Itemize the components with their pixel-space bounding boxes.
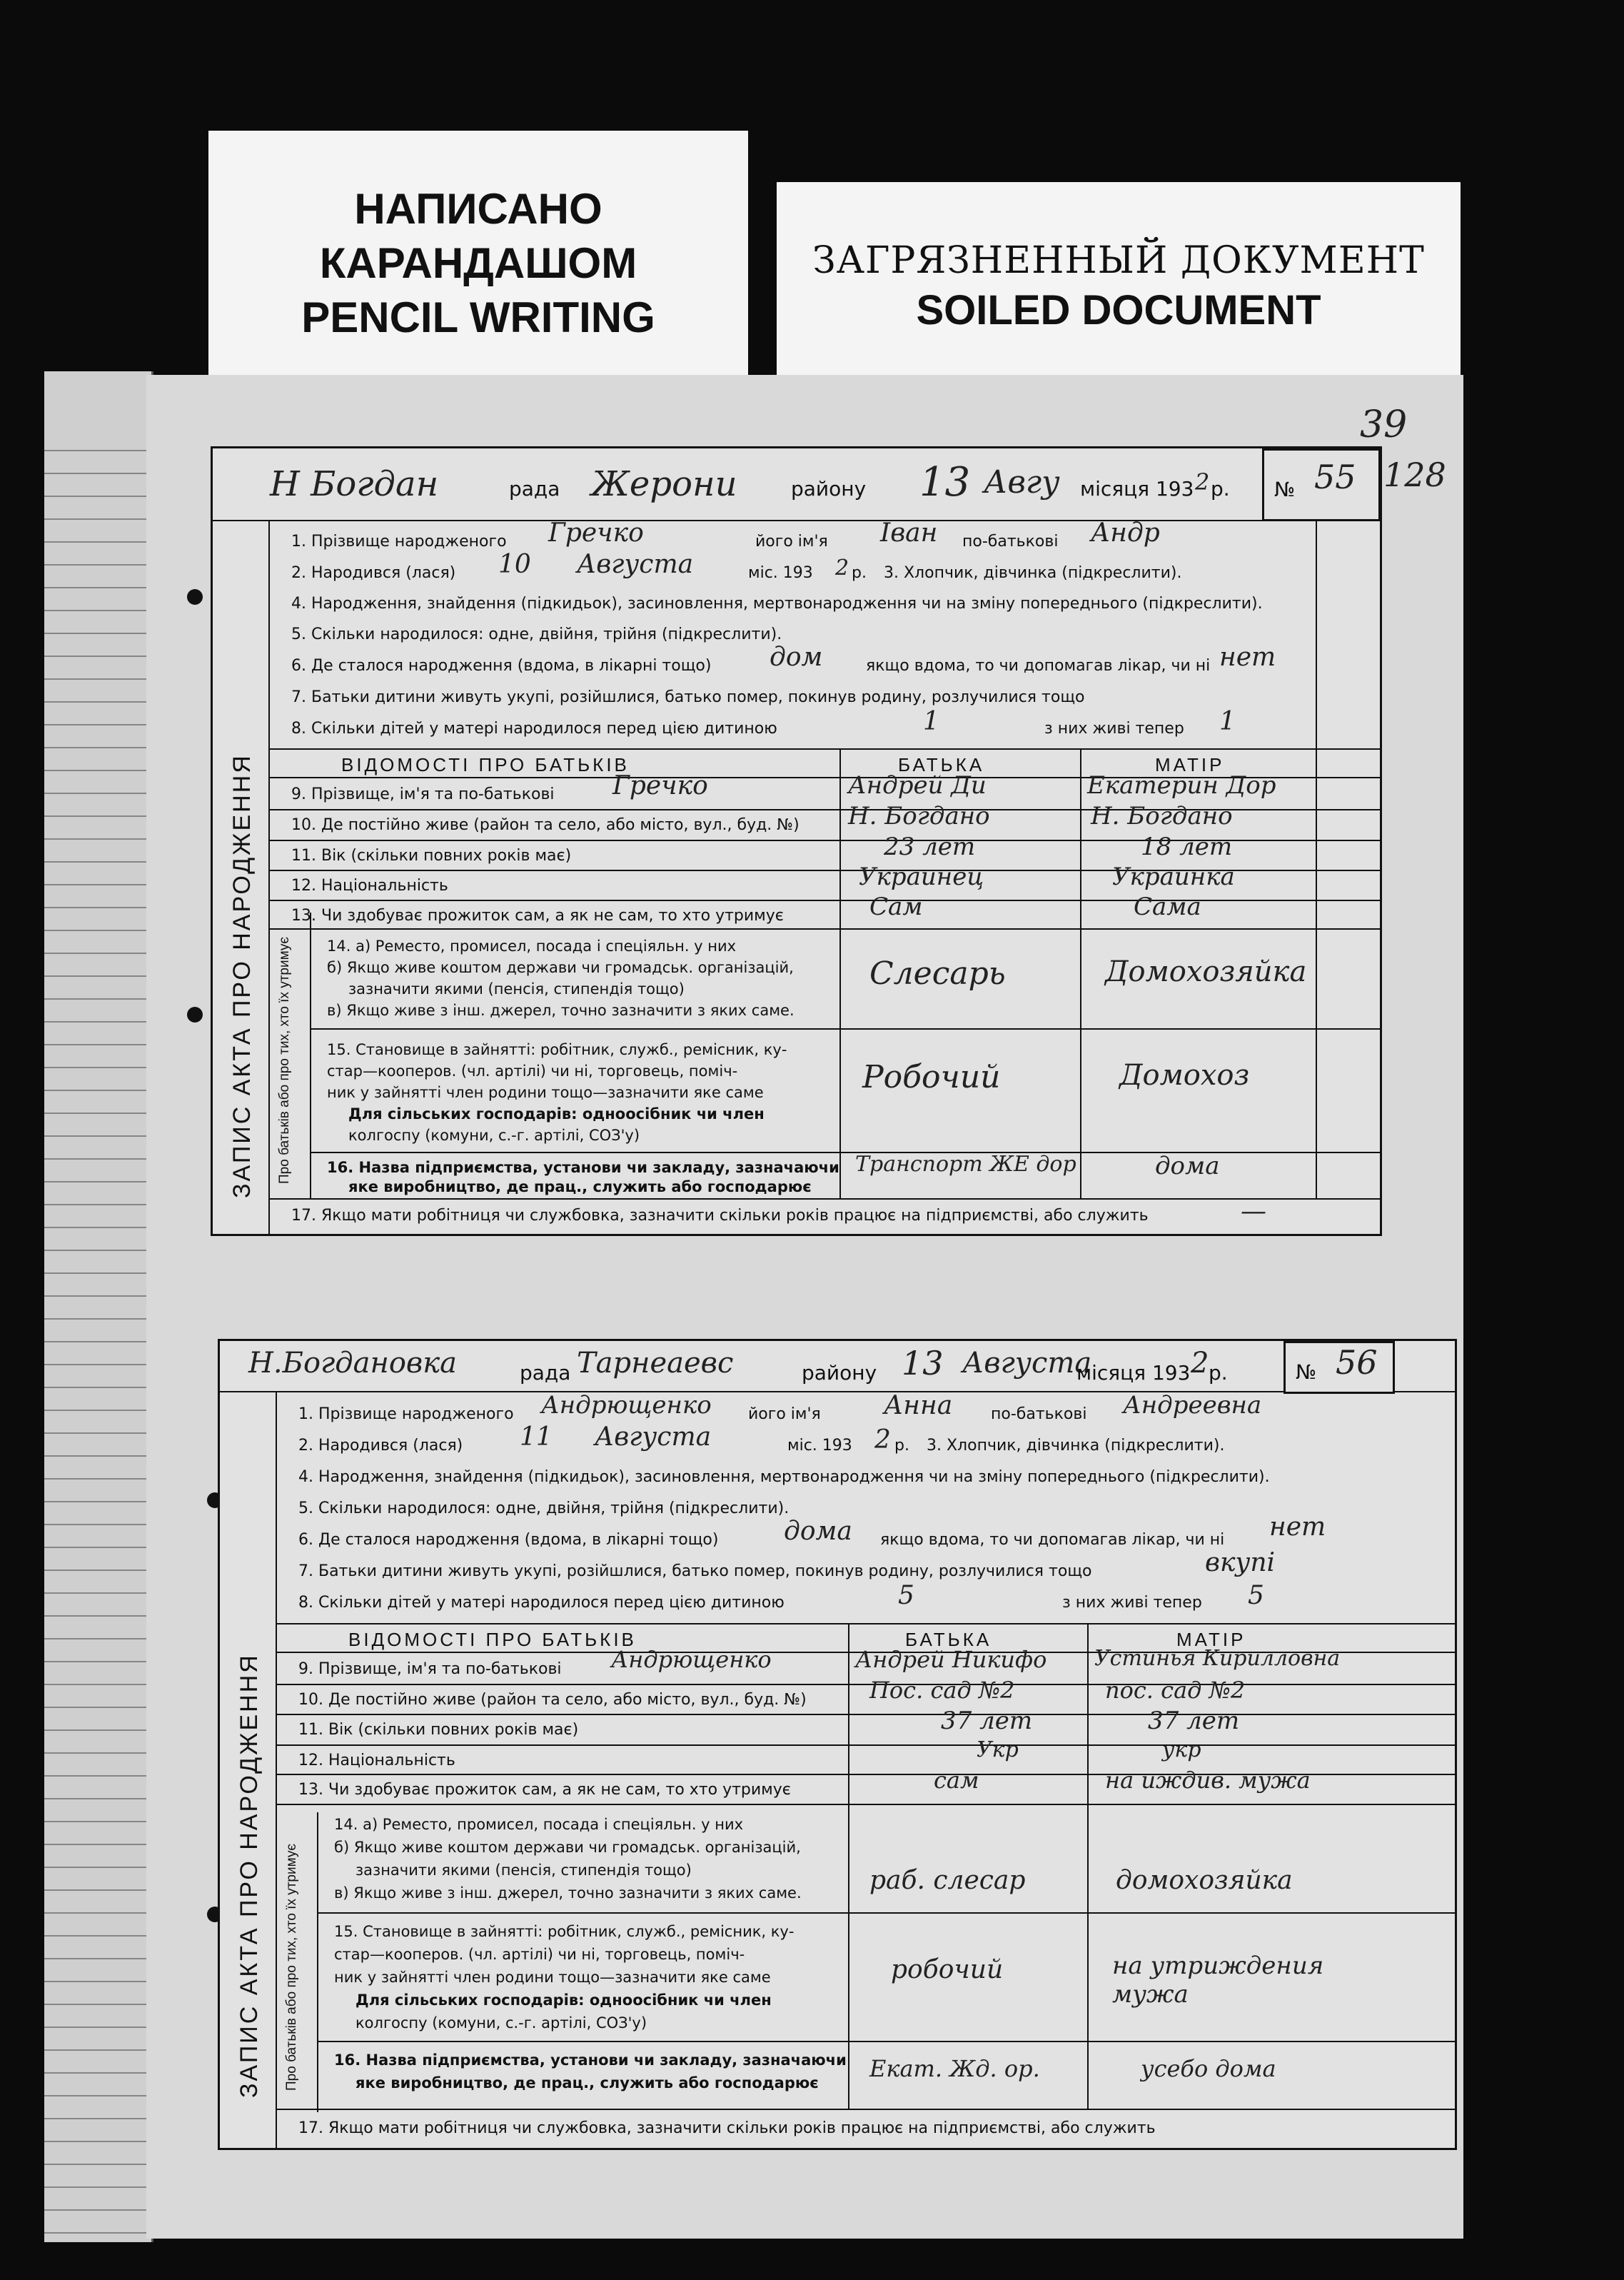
mother-header: МАТІР: [1176, 1629, 1246, 1650]
field-17: 17. Якщо мати робітниця чи службовка, зазначити скільки років працює на підприємстві, або служить: [298, 2119, 1156, 2137]
hw-doctor: нет: [1219, 643, 1276, 672]
field-5: 5. Скільки народилося: одне, двійня, трійня (підкреслити).: [298, 1500, 790, 1517]
hw-together: вкупі: [1205, 1548, 1276, 1577]
side-subtitle: [268, 913, 311, 1198]
field-14a: 14. а) Реместо, промисел, посада і спеціяльн. у них: [334, 1816, 744, 1833]
adjacent-sheet: [44, 371, 153, 2242]
side-title-text: ЗАПИС АКТА ПРО НАРОДЖЕННЯ: [228, 753, 256, 1198]
hw-parents-surname: Андрющенко: [611, 1646, 772, 1673]
hw-number: 55: [1314, 458, 1356, 496]
field-16b: яке виробництво, де прац., служить або господарює: [348, 1178, 812, 1195]
field-7: 7. Батьки дитини живуть укупі, розійшлися, батько помер, покинув родину, розлучилися тощо: [298, 1562, 1092, 1580]
label-line: КАРАНДАШОМ: [319, 239, 637, 287]
hw-year: 2: [1191, 1347, 1209, 1380]
parents-header: ВІДОМОСТІ ПРО БАТЬКІВ: [348, 1629, 637, 1650]
hw-doctor: нет: [1269, 1512, 1326, 1542]
field-15c: ник у зайнятті член родини тощо—зазначити яке саме: [334, 1969, 771, 1986]
hw-mother-age: 37 лет: [1148, 1707, 1240, 1735]
field-16a: 16. Назва підприємства, установи чи закладу, зазначаючи: [327, 1159, 839, 1176]
hw-prev-children: 1: [923, 707, 939, 736]
field-1c: по-батькові: [962, 533, 1059, 551]
year-suffix: р.: [1209, 1361, 1228, 1385]
field-11: 11. Вік (скільки повних років має): [298, 1721, 579, 1739]
field-5: 5. Скільки народилося: одне, двійня, трійня (підкреслити).: [291, 626, 782, 643]
hw-father-name: Андрей Ди: [848, 771, 987, 800]
field-6b: якщо вдома, то чи допомагав лікар, чи ні: [866, 657, 1211, 675]
father-header: БАТЬКА: [898, 754, 985, 775]
hw-rada: Н Богдан: [270, 464, 439, 504]
side-subtitle-text: Про батьків або про тих, хто їх утримує: [284, 1843, 299, 2091]
field-12: 12. Національність: [291, 877, 448, 895]
field-10: 10. Де постійно живе (район та село, або місто, вул., буд. №): [298, 1691, 807, 1709]
soiled-document-label: [777, 182, 1461, 391]
hw-father-address: Пос. сад №2: [869, 1677, 1015, 1704]
hw-mother-support: на иждив. мужа: [1105, 1767, 1311, 1794]
punch-hole: [187, 589, 203, 605]
pencil-writing-label: [208, 131, 748, 386]
page-number: 39: [1360, 403, 1408, 446]
field-3: 3. Хлопчик, дівчинка (підкреслити).: [884, 564, 1182, 582]
field-6: 6. Де сталося народження (вдома, в лікарні тощо): [298, 1531, 719, 1549]
side-subtitle-text: Про батьків або про тих, хто їх утримує: [277, 936, 292, 1184]
hw-mother-address: пос. сад №2: [1105, 1677, 1246, 1704]
month-label: місяця 193: [1080, 477, 1194, 501]
field-1: 1. Прізвище народженого: [291, 533, 507, 551]
field-14b2: зазначити якими (пенсія, стипендія тощо): [348, 980, 685, 998]
rada-label: рада: [520, 1361, 571, 1385]
record-number-box: [1262, 448, 1381, 521]
hw-place: дом: [770, 643, 823, 672]
field-15d: Для сільських господарів: одноосібник чи член: [355, 1992, 772, 2009]
hw-name: Анна: [884, 1391, 953, 1420]
hw-born-month: Августа: [595, 1422, 712, 1452]
side-title: [213, 520, 270, 1234]
hw-father-nationality: Укр: [977, 1737, 1019, 1762]
field-15d: Для сільських господарів: одноосібник чи член: [348, 1105, 765, 1123]
label-line: ЗАГРЯЗНЕННЫЙ ДОКУМЕНТ: [812, 239, 1425, 282]
field-15b: стар—кооперов. (чл. артілі) чи ні, торговець, поміч-: [334, 1946, 745, 1963]
field-14c: в) Якщо живе з інш. джерел, точно зазначити з яких саме.: [327, 1002, 795, 1019]
punch-hole: [187, 1007, 203, 1023]
hw-day: 13: [902, 1344, 944, 1382]
hw-father-trade: Слесарь: [869, 955, 1006, 992]
hw-father-support: Сам: [869, 893, 923, 921]
hw-father-employer: Транспорт ЖЕ дор: [855, 1152, 1076, 1177]
field-9: 9. Прізвище, ім'я та по-батькові: [298, 1660, 562, 1678]
label-line: SOILED DOCUMENT: [916, 287, 1321, 333]
hw-mother-employer: усебо дома: [1141, 2055, 1276, 2082]
side-subtitle: [276, 1812, 318, 2112]
hw-raion: Жерони: [591, 464, 737, 504]
parents-header: ВІДОМОСТІ ПРО БАТЬКІВ: [341, 754, 630, 775]
field-6: 6. Де сталося народження (вдома, в лікарні тощо): [291, 657, 712, 675]
birth-record-form-1: [211, 446, 1446, 1236]
field-4: 4. Народження, знайдення (підкидьок), засиновлення, мертвонародження чи на зміну попереднього (підкреслити).: [291, 595, 1263, 613]
field-2b: міс. 193: [787, 1437, 852, 1455]
hw-mother-support: Сама: [1134, 893, 1201, 921]
field-2b: міс. 193: [748, 564, 813, 582]
hw-raion: Тарнеаевс: [577, 1347, 734, 1380]
field-15c: ник у зайнятті член родини тощо—зазначити яке саме: [327, 1084, 764, 1101]
field-8b: з них живі тепер: [1062, 1594, 1202, 1612]
hw-mother-status: Домохоз: [1119, 1059, 1250, 1092]
field-17: 17. Якщо мати робітниця чи службовка, зазначити скільки років працює на підприємстві, або служить: [291, 1207, 1149, 1225]
hw-patronymic: Андреевна: [1123, 1391, 1262, 1420]
field-15a: 15. Становище в зайнятті: робітник, служб., ремісник, ку-: [327, 1041, 787, 1058]
field-14b2: зазначити якими (пенсія, стипендія тощо): [355, 1862, 692, 1879]
record-number-box: [1283, 1341, 1395, 1394]
hw-born-year: 2: [874, 1425, 891, 1455]
hw-father-status: робочий: [891, 1955, 1004, 1984]
field-11: 11. Вік (скільки повних років має): [291, 847, 572, 865]
field-13: 13. Чи здобуває прожиток сам, а як не сам, то хто утримує: [298, 1781, 791, 1799]
hw-mother-name: Екатерин Дор: [1087, 771, 1276, 800]
hw-born-month: Августа: [577, 550, 694, 579]
hw-patronymic: Андр: [1091, 518, 1160, 548]
hw-mother-age: 18 лет: [1141, 833, 1233, 861]
hw-mother-name: Устинья Кирилловна: [1094, 1646, 1341, 1671]
mother-header: МАТІР: [1155, 754, 1225, 775]
field-14b: б) Якщо живе коштом держави чи громадськ. організацій,: [327, 959, 794, 976]
field-14a: 14. а) Реместо, промисел, посада і спеціяльн. у них: [327, 938, 737, 955]
hw-father-nationality: Украинец: [859, 863, 984, 891]
hw-parents-surname: Гречко: [612, 771, 708, 800]
hw-born-day: 10: [498, 550, 531, 579]
raion-label: району: [802, 1361, 877, 1385]
hw-mother-trade: Домохозяйка: [1105, 955, 1307, 988]
hw-father-address: Н. Богдано: [848, 802, 990, 830]
month-label: місяця 193: [1076, 1361, 1191, 1385]
label-line: PENCIL WRITING: [301, 293, 655, 341]
field-12: 12. Національність: [298, 1752, 455, 1769]
field-9: 9. Прізвище, ім'я та по-батькові: [291, 785, 555, 803]
hw-father-employer: Екат. Жд. ор.: [869, 2055, 1040, 2082]
father-header: БАТЬКА: [905, 1629, 992, 1650]
field-15e: колгоспу (комуни, с.-г. артілі, СОЗ'у): [348, 1127, 640, 1144]
field-15b: стар—кооперов. (чл. артілі) чи ні, торговець, поміч-: [327, 1063, 738, 1080]
field-1b: його ім'я: [755, 533, 828, 551]
hw-alive: 5: [1248, 1581, 1264, 1610]
field-7: 7. Батьки дитини живуть укупі, розійшлися, батько помер, покинув родину, розлучилися тощо: [291, 688, 1085, 706]
field-15e: колгоспу (комуни, с.-г. артілі, СОЗ'у): [355, 2014, 647, 2032]
hw-father-support: сам: [934, 1767, 979, 1794]
hw-surname: Андрющенко: [541, 1391, 712, 1420]
hw-father-age: 37 лет: [941, 1707, 1033, 1735]
field-14b: б) Якщо живе коштом держави чи громадськ. організацій,: [334, 1839, 801, 1856]
hw-place: дома: [784, 1517, 852, 1546]
field-2: 2. Народився (лася): [298, 1437, 463, 1455]
hw-mother-nationality: укр: [1162, 1737, 1201, 1762]
hw-day: 13: [919, 459, 971, 506]
hw-prev-children: 5: [898, 1581, 914, 1610]
hw-mother-nationality: Украинка: [1112, 863, 1235, 891]
hw-father-name: Андрей Никифо: [855, 1646, 1047, 1673]
hw-surname: Гречко: [548, 518, 644, 548]
field-16b: яке виробництво, де прац., служить або господарює: [355, 2074, 819, 2091]
field-15a: 15. Становище в зайнятті: робітник, служб., ремісник, ку-: [334, 1923, 795, 1940]
hw-rada: Н.Богдановка: [248, 1347, 457, 1380]
field-10: 10. Де постійно живе (район та село, або місто, вул., буд. №): [291, 816, 800, 834]
hw-father-status: Робочий: [862, 1059, 1001, 1095]
field-13: 13. Чи здобуває прожиток сам, а як не сам, то хто утримує: [291, 907, 784, 925]
field-2: 2. Народився (лася): [291, 564, 456, 582]
hw-alive: 1: [1219, 707, 1236, 736]
hw-field-17: —: [1241, 1197, 1266, 1226]
hw-mother-address: Н. Богдано: [1091, 802, 1233, 830]
field-16a: 16. Назва підприємства, установи чи закладу, зазначаючи: [334, 2052, 847, 2069]
field-8: 8. Скільки дітей у матері народилося перед цією дитиною: [298, 1594, 785, 1612]
field-1c: по-батькові: [991, 1405, 1087, 1423]
field-2c: р.: [852, 564, 867, 582]
hw-mother-trade: домохозяйка: [1116, 1866, 1293, 1895]
hw-father-age: 23 лет: [884, 833, 976, 861]
field-4: 4. Народження, знайдення (підкидьок), засиновлення, мертвонародження чи на зміну попереднього (підкреслити).: [298, 1468, 1270, 1486]
hw-number-2: 128: [1383, 456, 1446, 494]
hw-mother-employer: дома: [1155, 1152, 1220, 1180]
hw-born-year: 2: [835, 556, 849, 581]
field-3: 3. Хлопчик, дівчинка (підкреслити).: [927, 1437, 1225, 1455]
hw-father-trade: раб. слесар: [869, 1866, 1026, 1895]
number-label: №: [1296, 1360, 1317, 1384]
hw-month: Августа: [962, 1347, 1092, 1380]
field-8b: з них живі тепер: [1044, 720, 1184, 738]
hw-born-day: 11: [520, 1422, 553, 1452]
number-label: №: [1274, 478, 1296, 501]
raion-label: району: [791, 477, 867, 501]
field-1b: його ім'я: [748, 1405, 821, 1423]
field-2c: р.: [894, 1437, 909, 1455]
birth-record-form-2: [218, 1339, 1457, 2150]
field-1: 1. Прізвище народженого: [298, 1405, 514, 1423]
label-line: НАПИСАНО: [354, 185, 602, 233]
hw-year: 2: [1195, 468, 1210, 496]
hw-name: Іван: [880, 518, 938, 548]
hw-mother-status: на утриждения мужа: [1112, 1952, 1324, 2009]
side-title-text: ЗАПИС АКТА ПРО НАРОДЖЕННЯ: [236, 1653, 263, 2098]
side-title: [220, 1391, 277, 2148]
rada-label: рада: [509, 477, 560, 501]
year-suffix: р.: [1211, 477, 1230, 501]
field-6b: якщо вдома, то чи допомагав лікар, чи ні: [880, 1531, 1225, 1549]
field-8: 8. Скільки дітей у матері народилося перед цією дитиною: [291, 720, 777, 738]
hw-month: Авгу: [984, 464, 1060, 501]
hw-number: 56: [1336, 1343, 1378, 1382]
field-14c: в) Якщо живе з інш. джерел, точно зазначити з яких саме.: [334, 1884, 802, 1902]
